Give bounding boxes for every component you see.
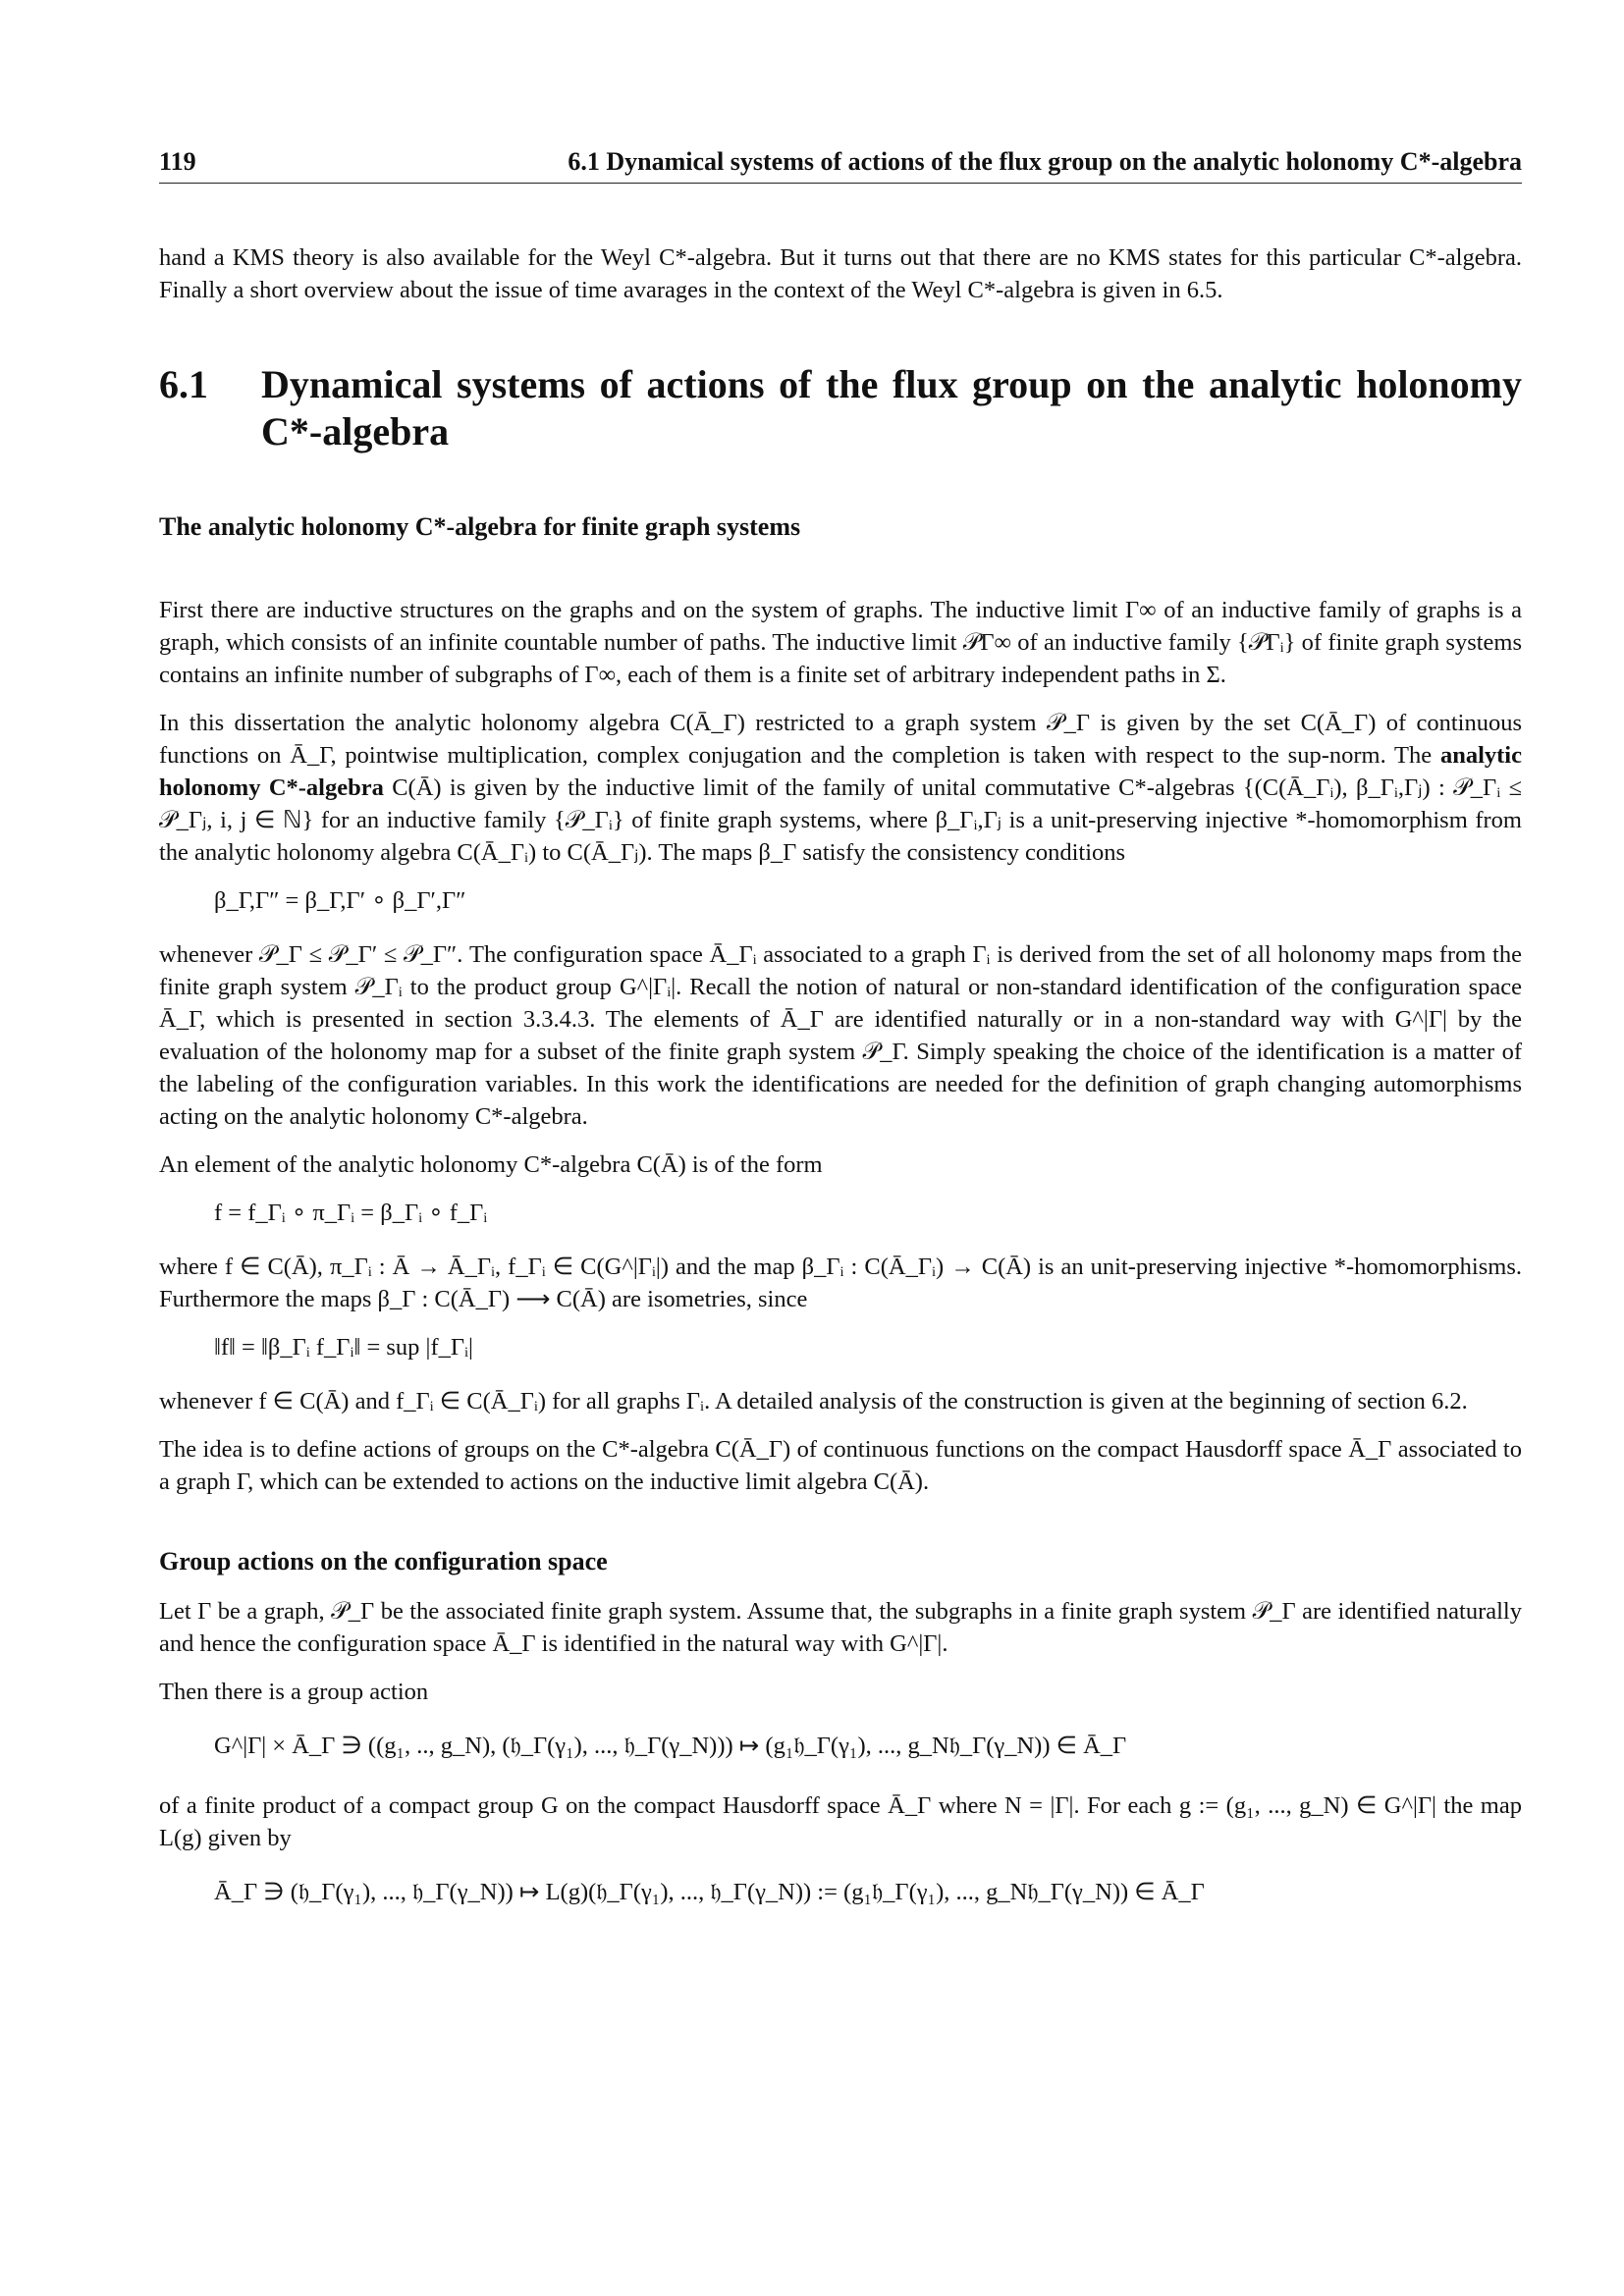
page-number: 119 [159, 147, 196, 176]
defined-term: analytic holonomy C*-algebra [159, 742, 1522, 801]
paragraph-finite-product: of a finite product of a compact group G on the compact Hausdorff space Ā_Γ where N = |Γ|. For each g := (g₁, ..., g_N) ∈ G^|Γ| the map L(g) given by [159, 1792, 1522, 1851]
paragraph-analytic-holonomy [159, 707, 1522, 869]
equation-norm: ‖f‖ = ‖β_Γᵢ f_Γᵢ‖ = sup |f_Γᵢ| [214, 1334, 473, 1361]
section-number: 6.1 [159, 362, 208, 406]
paragraph-group-action: Then there is a group action [159, 1679, 429, 1705]
subsection-heading-holonomy: The analytic holonomy C*-algebra for finite graph systems [159, 512, 801, 541]
page-content [159, 241, 1522, 1936]
paragraph-inductive-structures: First there are inductive structures on the graphs and on the system of graphs. The inductive limit Γ∞ of an inductive family of graphs is a graph, which consists of an infinite countable number of paths. The inductive limit 𝒫Γ∞ of an inductive family {𝒫Γᵢ} of finite graph systems contains an infinite number of subgraphs of Γ∞, each of them is a finite set of arbitrary independent paths in Σ. [159, 597, 1522, 688]
paragraph-configuration-space: whenever 𝒫_Γ ≤ 𝒫_Γ′ ≤ 𝒫_Γ″. The configuration space Ā_Γᵢ associated to a graph Γᵢ is derived from the set of all holonomy maps from the finite graph system 𝒫_Γᵢ to the product group G^|Γᵢ|. Recall the notion of natural or non-standard identification of the configuration space Ā_Γ, which is presented in section 3.3.4.3. The elements of Ā_Γ are identified naturally or in a non-standard way with G^|Γ| by the evaluation of the holonomy map for a subset of the finite graph system 𝒫_Γ. Simply speaking the choice of the identification is a matter of the labeling of the configuration variables. In this work the identifications are needed for the definition of graph changing automorphisms acting on the analytic holonomy C*-algebra. [159, 941, 1522, 1130]
section-title: Dynamical systems of actions of the flux group on the analytic holonomy C*-algebra [261, 362, 1522, 454]
subsection-heading-group-actions: Group actions on the configuration space [159, 1547, 608, 1575]
running-header [159, 147, 1522, 184]
intro-paragraph: hand a KMS theory is also available for the Weyl C*-algebra. But it turns out that there are no KMS states for this particular C*-algebra. Finally a short overview about the issue of time avarages in the context of the Weyl C*-algebra is given in 6.5. [159, 244, 1522, 303]
paragraph-text: In this dissertation the analytic holonomy algebra C(Ā_Γ) restricted to a graph system 𝒫_Γ is given by the set C(Ā_Γ) of continuous functions on Ā_Γ, pointwise multiplication, complex conjugation and the completion is taken with respect to the sup-norm. The [159, 710, 1522, 769]
paragraph-detailed-analysis: whenever f ∈ C(Ā) and f_Γᵢ ∈ C(Ā_Γᵢ) for all graphs Γᵢ. A detailed analysis of the construction is given at the beginning of section 6.2. [159, 1388, 1468, 1415]
paragraph-text: C(Ā) is given by the inductive limit of the family of unital commutative C*-algebras {(C(Ā_Γᵢ), β_Γᵢ,Γⱼ) : 𝒫_Γᵢ ≤ 𝒫_Γⱼ, i, j ∈ ℕ} for an inductive family {𝒫_Γᵢ} of finite graph systems, where β_Γᵢ,Γⱼ is a unit-preserving injective *-homomorphism from the analytic holonomy algebra C(Ā_Γᵢ) to C(Ā_Γⱼ). The maps β_Γ satisfy the consistency conditions [159, 774, 1523, 866]
paragraph-isometries: where f ∈ C(Ā), π_Γᵢ : Ā → Ā_Γᵢ, f_Γᵢ ∈ C(G^|Γᵢ|) and the map β_Γᵢ : C(Ā_Γᵢ) → C(Ā) is an unit-preserving injective *-homomorphisms. Furthermore the maps β_Γ : C(Ā_Γ) ⟶ C(Ā) are isometries, since [159, 1254, 1522, 1312]
equation-element: f = f_Γᵢ ∘ π_Γᵢ = β_Γᵢ ∘ f_Γᵢ [214, 1200, 488, 1226]
equation-group-action: G^|Γ| × Ā_Γ ∋ ((g₁, .., g_N), (𝔥_Γ(γ₁), ..., 𝔥_Γ(γ_N))) ↦ (g₁𝔥_Γ(γ₁), ..., g_N𝔥_Γ(γ_N)) ∈ Ā_Γ [214, 1733, 1127, 1759]
equation-consistency: β_Γ,Γ″ = β_Γ,Γ′ ∘ β_Γ′,Γ″ [214, 887, 466, 914]
paragraph-let-graph: Let Γ be a graph, 𝒫_Γ be the associated finite graph system. Assume that, the subgraphs in a finite graph system 𝒫_Γ are identified naturally and hence the configuration space Ā_Γ is identified in the natural way with G^|Γ|. [159, 1598, 1522, 1657]
running-title: 6.1 Dynamical systems of actions of the flux group on the analytic holonomy C*-algebra [568, 147, 1522, 176]
equation-left-translation: Ā_Γ ∋ (𝔥_Γ(γ₁), ..., 𝔥_Γ(γ_N)) ↦ L(g)(𝔥_Γ(γ₁), ..., 𝔥_Γ(γ_N)) := (g₁𝔥_Γ(γ₁), ..., g_N𝔥_Γ(γ_N)) ∈ Ā_Γ [214, 1879, 1205, 1905]
section-heading [159, 361, 1522, 455]
paragraph-element-form: An element of the analytic holonomy C*-algebra C(Ā) is of the form [159, 1151, 823, 1178]
paragraph-idea: The idea is to define actions of groups on the C*-algebra C(Ā_Γ) of continuous functions on the compact Hausdorff space Ā_Γ associated to a graph Γ, which can be extended to actions on the inductive limit algebra C(Ā). [159, 1436, 1522, 1495]
